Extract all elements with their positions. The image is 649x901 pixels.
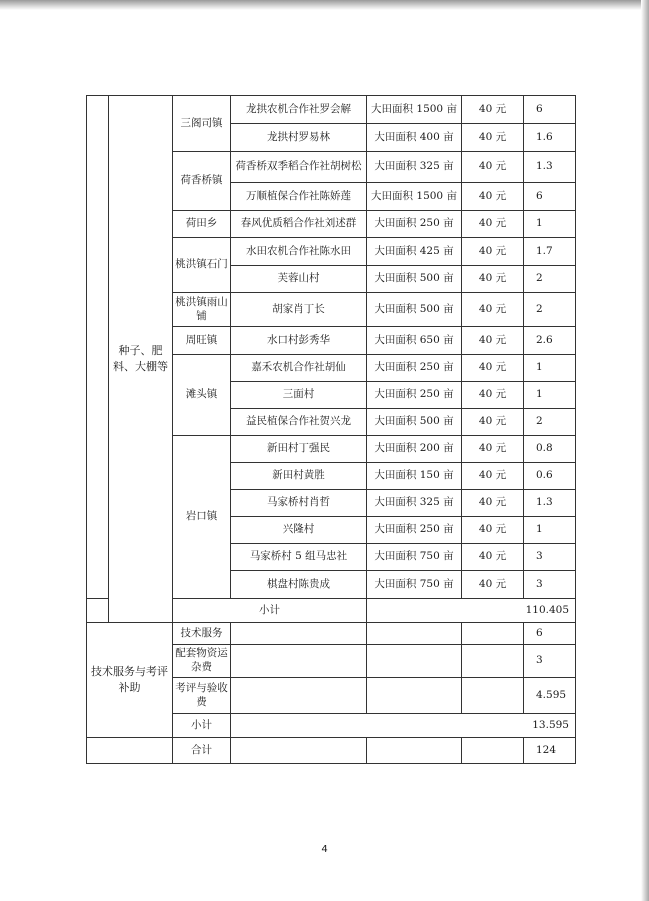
area-cell: 大田面积 150 亩	[367, 463, 462, 490]
recipient-cell: 马家桥村 5 组马忠社	[231, 544, 367, 571]
table-cell-blank	[462, 738, 524, 764]
amount-cell: 6	[524, 623, 576, 645]
table-cell-blank	[367, 678, 462, 714]
amount-cell: 2	[524, 293, 576, 327]
rate-cell: 40 元	[462, 183, 524, 211]
table-cell-blank	[367, 623, 462, 645]
amount-cell: 4.595	[524, 678, 576, 714]
budget-table	[86, 95, 576, 764]
table-cell-blank	[462, 678, 524, 714]
area-cell: 大田面积 500 亩	[367, 293, 462, 327]
amount-cell: 2	[524, 409, 576, 436]
area-cell: 大田面积 1500 亩	[367, 96, 462, 124]
area-cell: 大田面积 1500 亩	[367, 183, 462, 211]
area-cell: 大田面积 250 亩	[367, 382, 462, 409]
town-cell: 荷田乡	[173, 211, 231, 238]
rate-cell: 40 元	[462, 211, 524, 238]
page-number: 4	[321, 844, 328, 855]
recipient-cell: 龙拱村罗易林	[231, 124, 367, 152]
town-cell: 周旺镇	[173, 327, 231, 355]
rate-cell: 40 元	[462, 382, 524, 409]
table-cell-blank	[367, 738, 462, 764]
town-cell: 三阁司镇	[173, 96, 231, 152]
category-tech: 技术服务与考评补助	[87, 623, 173, 738]
rate-cell: 40 元	[462, 409, 524, 436]
recipient-cell: 嘉禾农机合作社胡仙	[231, 355, 367, 382]
total-label: 合计	[173, 738, 231, 764]
table-cell-blank	[231, 623, 367, 645]
amount-cell: 6	[524, 183, 576, 211]
amount-cell: 1	[524, 355, 576, 382]
scan-edge-shadow	[0, 0, 649, 10]
area-cell: 大田面积 425 亩	[367, 238, 462, 266]
item-label: 技术服务	[173, 623, 231, 645]
area-cell: 大田面积 500 亩	[367, 409, 462, 436]
amount-cell: 3	[524, 544, 576, 571]
rate-cell: 40 元	[462, 238, 524, 266]
town-cell: 滩头镇	[173, 355, 231, 436]
recipient-cell: 万顺植保合作社陈娇莲	[231, 183, 367, 211]
table-cell-blank	[87, 96, 109, 599]
recipient-cell: 水田农机合作社陈水田	[231, 238, 367, 266]
item-label: 考评与验收费	[173, 678, 231, 714]
rate-cell: 40 元	[462, 517, 524, 544]
rate-cell: 40 元	[462, 571, 524, 599]
area-cell: 大田面积 200 亩	[367, 436, 462, 463]
table-cell-blank	[462, 623, 524, 645]
rate-cell: 40 元	[462, 490, 524, 517]
table-cell-blank	[87, 738, 173, 764]
rate-cell: 40 元	[462, 436, 524, 463]
recipient-cell: 胡家肖丁长	[231, 293, 367, 327]
area-cell: 大田面积 325 亩	[367, 490, 462, 517]
amount-cell: 0.8	[524, 436, 576, 463]
recipient-cell: 龙拱农机合作社罗会解	[231, 96, 367, 124]
recipient-cell: 水口村彭秀华	[231, 327, 367, 355]
scan-edge-shadow-right	[641, 0, 649, 901]
subtotal-label: 小计	[173, 599, 367, 623]
recipient-cell: 兴隆村	[231, 517, 367, 544]
amount-cell: 1.7	[524, 238, 576, 266]
area-cell: 大田面积 400 亩	[367, 124, 462, 152]
amount-cell: 1	[524, 382, 576, 409]
recipient-cell: 荷香桥双季稻合作社胡树松	[231, 152, 367, 183]
recipient-cell: 马家桥村肖哲	[231, 490, 367, 517]
rate-cell: 40 元	[462, 355, 524, 382]
recipient-cell: 新田村黄胜	[231, 463, 367, 490]
table-cell-blank	[231, 738, 367, 764]
area-cell: 大田面积 650 亩	[367, 327, 462, 355]
recipient-cell: 芙蓉山村	[231, 266, 367, 293]
amount-cell: 0.6	[524, 463, 576, 490]
category-seeds: 种子、肥料、大棚等	[109, 96, 173, 623]
area-cell: 大田面积 500 亩	[367, 266, 462, 293]
recipient-cell: 三面村	[231, 382, 367, 409]
amount-cell: 2	[524, 266, 576, 293]
town-cell: 荷香桥镇	[173, 152, 231, 211]
amount-cell: 1	[524, 211, 576, 238]
amount-cell: 1	[524, 517, 576, 544]
table-cell-blank	[462, 645, 524, 678]
recipient-cell: 棋盘村陈贵成	[231, 571, 367, 599]
total-amount: 124	[524, 738, 576, 764]
total-row	[87, 738, 576, 764]
table-cell-blank	[231, 678, 367, 714]
area-cell: 大田面积 250 亩	[367, 211, 462, 238]
rate-cell: 40 元	[462, 266, 524, 293]
area-cell: 大田面积 750 亩	[367, 544, 462, 571]
town-cell: 桃洪镇石门	[173, 238, 231, 293]
rate-cell: 40 元	[462, 152, 524, 183]
area-cell: 大田面积 750 亩	[367, 571, 462, 599]
amount-cell: 6	[524, 96, 576, 124]
table-cell-blank	[367, 645, 462, 678]
area-cell: 大田面积 325 亩	[367, 152, 462, 183]
amount-cell: 3	[524, 645, 576, 678]
area-cell: 大田面积 250 亩	[367, 355, 462, 382]
area-cell: 大田面积 250 亩	[367, 517, 462, 544]
item-label: 配套物资运杂费	[173, 645, 231, 678]
rate-cell: 40 元	[462, 293, 524, 327]
amount-cell: 3	[524, 571, 576, 599]
amount-cell: 1.3	[524, 490, 576, 517]
recipient-cell: 新田村丁强民	[231, 436, 367, 463]
rate-cell: 40 元	[462, 327, 524, 355]
subtotal-amount: 110.405	[367, 599, 576, 623]
table-row	[87, 96, 576, 124]
town-cell: 桃洪镇雨山铺	[173, 293, 231, 327]
amount-cell: 1.6	[524, 124, 576, 152]
town-cell: 岩口镇	[173, 436, 231, 599]
rate-cell: 40 元	[462, 124, 524, 152]
rate-cell: 40 元	[462, 544, 524, 571]
table-cell-blank	[231, 645, 367, 678]
recipient-cell: 春风优质稻合作社刘述群	[231, 211, 367, 238]
table-row	[87, 623, 576, 645]
rate-cell: 40 元	[462, 463, 524, 490]
table-cell-blank	[87, 599, 109, 623]
amount-cell: 2.6	[524, 327, 576, 355]
subtotal-label: 小计	[173, 714, 231, 738]
subtotal-amount: 13.595	[231, 714, 576, 738]
recipient-cell: 益民植保合作社贺兴龙	[231, 409, 367, 436]
amount-cell: 1.3	[524, 152, 576, 183]
rate-cell: 40 元	[462, 96, 524, 124]
